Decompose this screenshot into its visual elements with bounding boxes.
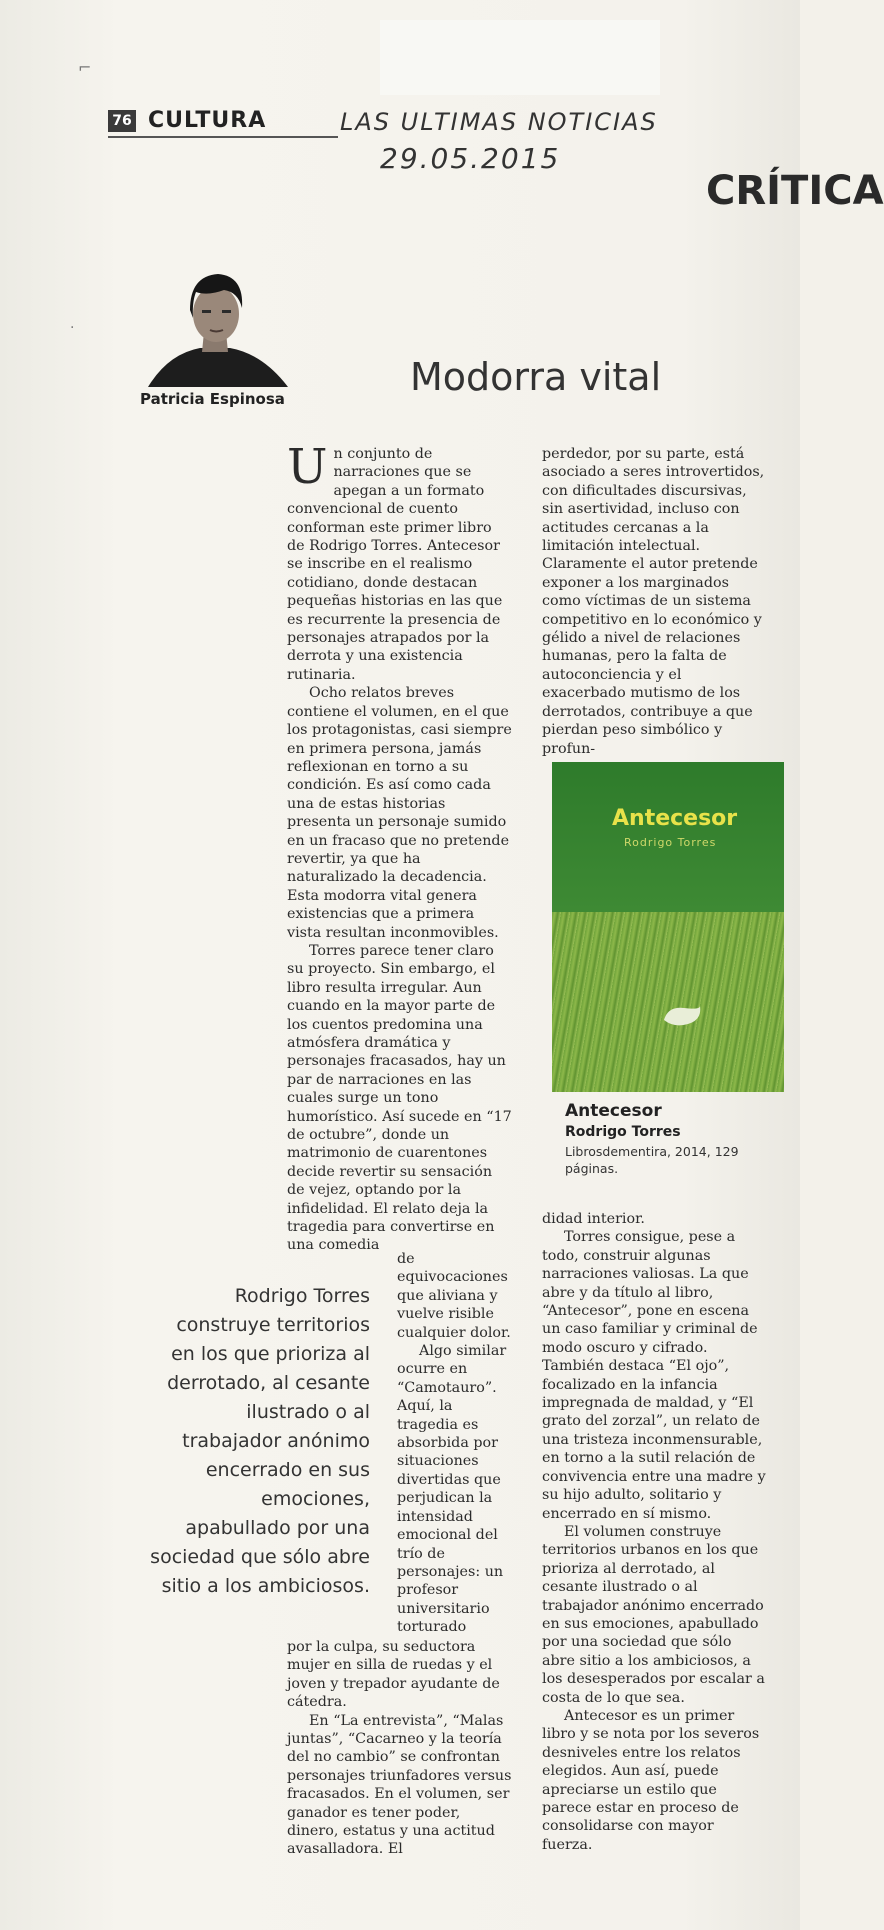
column-1 (287, 439, 512, 1255)
book-title: Antecesor (565, 1101, 662, 1121)
article-title: Modorra vital (410, 355, 662, 399)
pull-quote: Rodrigo Torres construye territorios en los que prioriza al derrotado, al cesante ilustrado o al trabajador anónimo encerrado en sus emociones, apabullado por una sociedad que sólo abre sitio a los ambiciosos. (150, 1285, 370, 1597)
scan-mark: · (70, 320, 75, 336)
cover-title: Antecesor (612, 806, 738, 831)
author-photo (138, 262, 293, 387)
book-cover (552, 762, 784, 1092)
drop-cap: U (287, 439, 328, 495)
category-label: CRÍTICA (706, 168, 884, 214)
author-name: Patricia Espinosa (140, 390, 285, 408)
handwritten-date: 29.05.2015 (380, 142, 561, 175)
column-1-narrow (397, 1250, 512, 1637)
col1-bottom-paragraph-2: En “La entrevista”, “Malas juntas”, “Cacarneo y la teoría del no cambio” se confrontan personajes triunfadores versus fracasados. En el volumen, ser ganador es tener poder, dinero, estatus y una actitud avasalladora. El (287, 1712, 512, 1858)
column-1-bottom (287, 1638, 512, 1859)
column-3 (542, 1210, 767, 1854)
cover-leaf-icon (660, 1002, 704, 1028)
col1-narrow-paragraph-2: Algo similar ocurre en “Camotauro”. Aquí, la tragedia es absorbida por situaciones divertidas que perjudican la intensidad emocional del trío de personajes: un profesor universitario torturado (397, 1343, 507, 1636)
col1-paragraph-1: Un conjunto de narraciones que se apegan a un formato convencional de cuento conforman este primer libro de Rodrigo Torres. Antecesor se inscribe en el realismo cotidiano, donde destacan pequeñas historias en las que es recurrente la presencia de personajes atrapados por la derrota y una existencia rutinaria. (287, 439, 503, 683)
paper-tape (380, 20, 660, 95)
col3-paragraph-1: didad interior. (542, 1211, 645, 1227)
cover-author: Rodrigo Torres (624, 836, 717, 849)
book-publisher-info: Librosdementira, 2014, 129 páginas. (565, 1144, 739, 1176)
section-name: CULTURA (148, 108, 267, 133)
col2-paragraph-1: perdedor, por su parte, está asociado a seres introvertidos, con dificultades discursivas, sin asertividad, incluso con actitudes cercanas a la limitación intelectual. Claramente el autor pretende exponer a los marginados como víctimas de un sistema competitivo en lo económico y gélido a nivel de relaciones humanas, pero la falta de autoconciencia y el exacerbado mutismo de los derrotados, contribuye a que pierdan peso simbólico y profun- (542, 446, 765, 757)
book-author: Rodrigo Torres (565, 1124, 681, 1140)
col3-paragraph-4: Antecesor es un primer libro y se nota por los severos desniveles entre los relatos elegidos. Aun así, puede apreciarse un estilo que parece estar en proceso de consolidarse con mayor fuerza. (542, 1707, 760, 1853)
handwritten-source: LAS ULTIMAS NOTICIAS (340, 108, 658, 136)
page-number: 76 (108, 110, 136, 132)
header-rule (108, 136, 338, 138)
col1-paragraph-3: Torres parece tener claro su proyecto. Sin embargo, el libro resulta irregular. Aun cuando en la mayor parte de los cuentos predomina una atmósfera dramática y personajes fracasados, hay un par de narraciones en las cuales surge un tono humorístico. Así sucede en “17 de octubre”, donde un matrimonio de cuarentones decide revertir su sensación de vejez, optando por la infidelidad. El relato deja la tragedia para convertirse en una comedia (287, 942, 512, 1254)
column-2 (542, 445, 767, 758)
col1-paragraph-2: Ocho relatos breves contiene el volumen, en el que los protagonistas, casi siempre en primera persona, jamás reflexionan en torno a su condición. Es así como cada una de estas historias presenta un personaje sumido en un fracaso que no pretende revertir, ya que ha naturalizado la decadencia. Esta modorra vital genera existencias que a primera vista resultan inconmovibles. (287, 685, 512, 941)
col1-narrow-paragraph-1: de equivocaciones que aliviana y vuelve risible cualquier dolor. (397, 1251, 511, 1341)
col3-paragraph-3: El volumen construye territorios urbanos en los que prioriza al derrotado, al cesante ilustrado o al trabajador anónimo encerrado en sus emociones, apabullado por una sociedad que sólo abre sitio a los ambiciosos, a los desesperados por escalar a costa de lo que sea. (542, 1523, 765, 1706)
col3-paragraph-2: Torres consigue, pese a todo, construir algunas narraciones valiosas. La que abre y da título al libro, “Antecesor”, pone en escena un caso familiar y criminal de modo oscuro y cifrado. También destaca “El ojo”, focalizado en la infancia impregnada de maldad, y “El grato del zorzal”, un relato de una tristeza inconmensurable, en torno a la sutil relación de convivencia entre una madre y su hijo adulto, solitario y encerrado en sí mismo. (542, 1229, 766, 1522)
scan-mark: ⌐ (78, 58, 92, 77)
col1-bottom-paragraph-1: por la culpa, su seductora mujer en silla de ruedas y el joven y trepador ayudante de cátedra. (287, 1639, 500, 1711)
